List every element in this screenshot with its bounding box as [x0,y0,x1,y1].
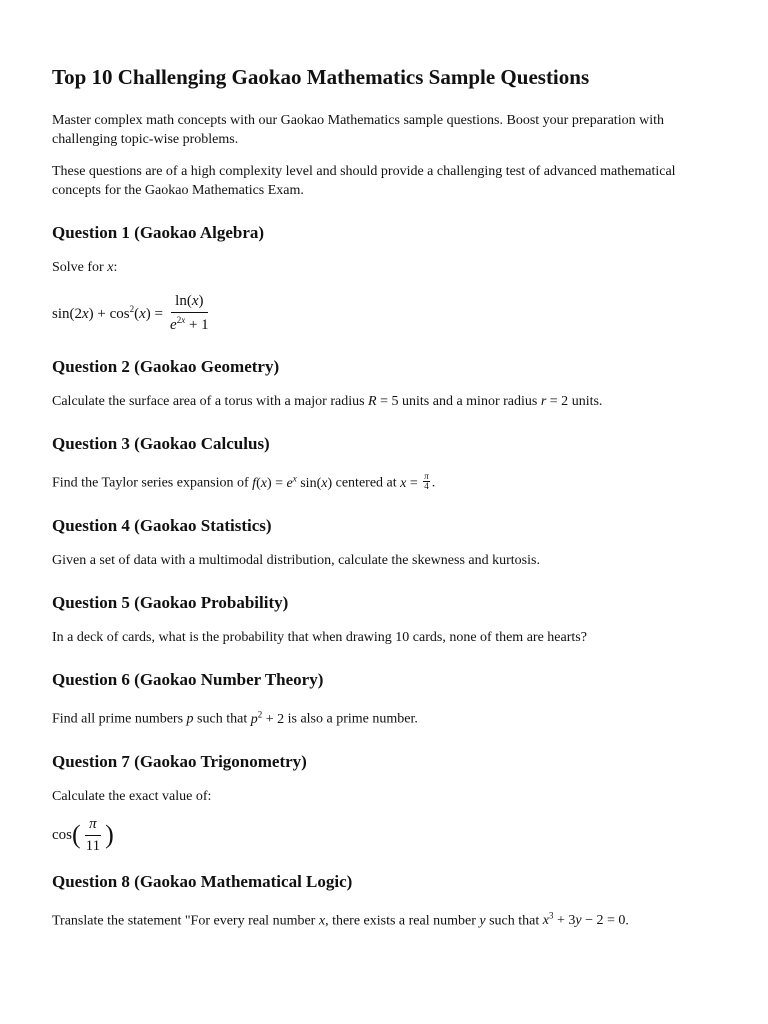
page-title: Top 10 Challenging Gaokao Mathematics Sample Questions [52,65,590,89]
equation-fraction: $\frac{\ln(x)}{e^{2x} + 1}$ [170,293,209,333]
question-1-heading: Question 1 (Gaokao Algebra) [52,223,265,242]
question-7-text: Calculate the exact value of: [52,788,212,804]
intro-paragraph-1: Master complex math concepts with our Gaokao Mathematics sample questions. Boost your preparation with challenging topic-wise problems. [52,113,664,147]
question-4-heading: Question 4 (Gaokao Statistics) [52,515,272,535]
question-8-heading: Question 8 (Gaokao Mathematical Logic) [52,871,353,891]
question-7-expression: cos ( $\frac{\pi}{11}$ ) [52,815,114,854]
question-7-heading: Question 7 (Gaokao Trigonometry) [52,751,307,771]
question-8-text: Translate the statement "For every real number x, there exists a real number y such that $x^3 + 3y - 2 = 0$. [52,910,629,929]
question-3-text: Find the Taylor series expansion of $f(x) = e^x$ sin(x) centered at x = $\frac{\pi}{4}$ . [52,470,436,491]
question-4-text: Given a set of data with a multimodal distribution, calculate the skewness and kurtosis. [52,552,540,568]
question-6-heading: Question 6 (Gaokao Number Theory) [52,669,324,689]
question-6-text: Find all prime numbers p such that $p^2 + 2$ is also a prime number. [52,708,418,727]
question-5-heading: Question 5 (Gaokao Probability) [52,592,289,612]
cos-fraction: $\frac{\pi}{11}$ [85,815,101,854]
question-1-equation: $\sin(2x) + \cos^2(x)$ = $\frac{\ln(x)}{e^{2x} + 1}$ [52,293,716,334]
question-2-text: Calculate the surface area of a torus with a major radius R = 5 units and a minor radius r = 2 units. [52,394,603,409]
intro-paragraph-2: These questions are of a high complexity level and should provide a challenging test of advanced mathematical concepts for the Gaokao Mathematics Exam. [52,164,676,198]
question-5-text: In a deck of cards, what is the probability that when drawing 10 cards, none of them are hearts? [52,629,587,645]
question-3-heading: Question 3 (Gaokao Calculus) [52,434,270,453]
question-1-text: Solve for x: [52,260,118,275]
question-2-heading: Question 2 (Gaokao Geometry) [52,357,280,376]
